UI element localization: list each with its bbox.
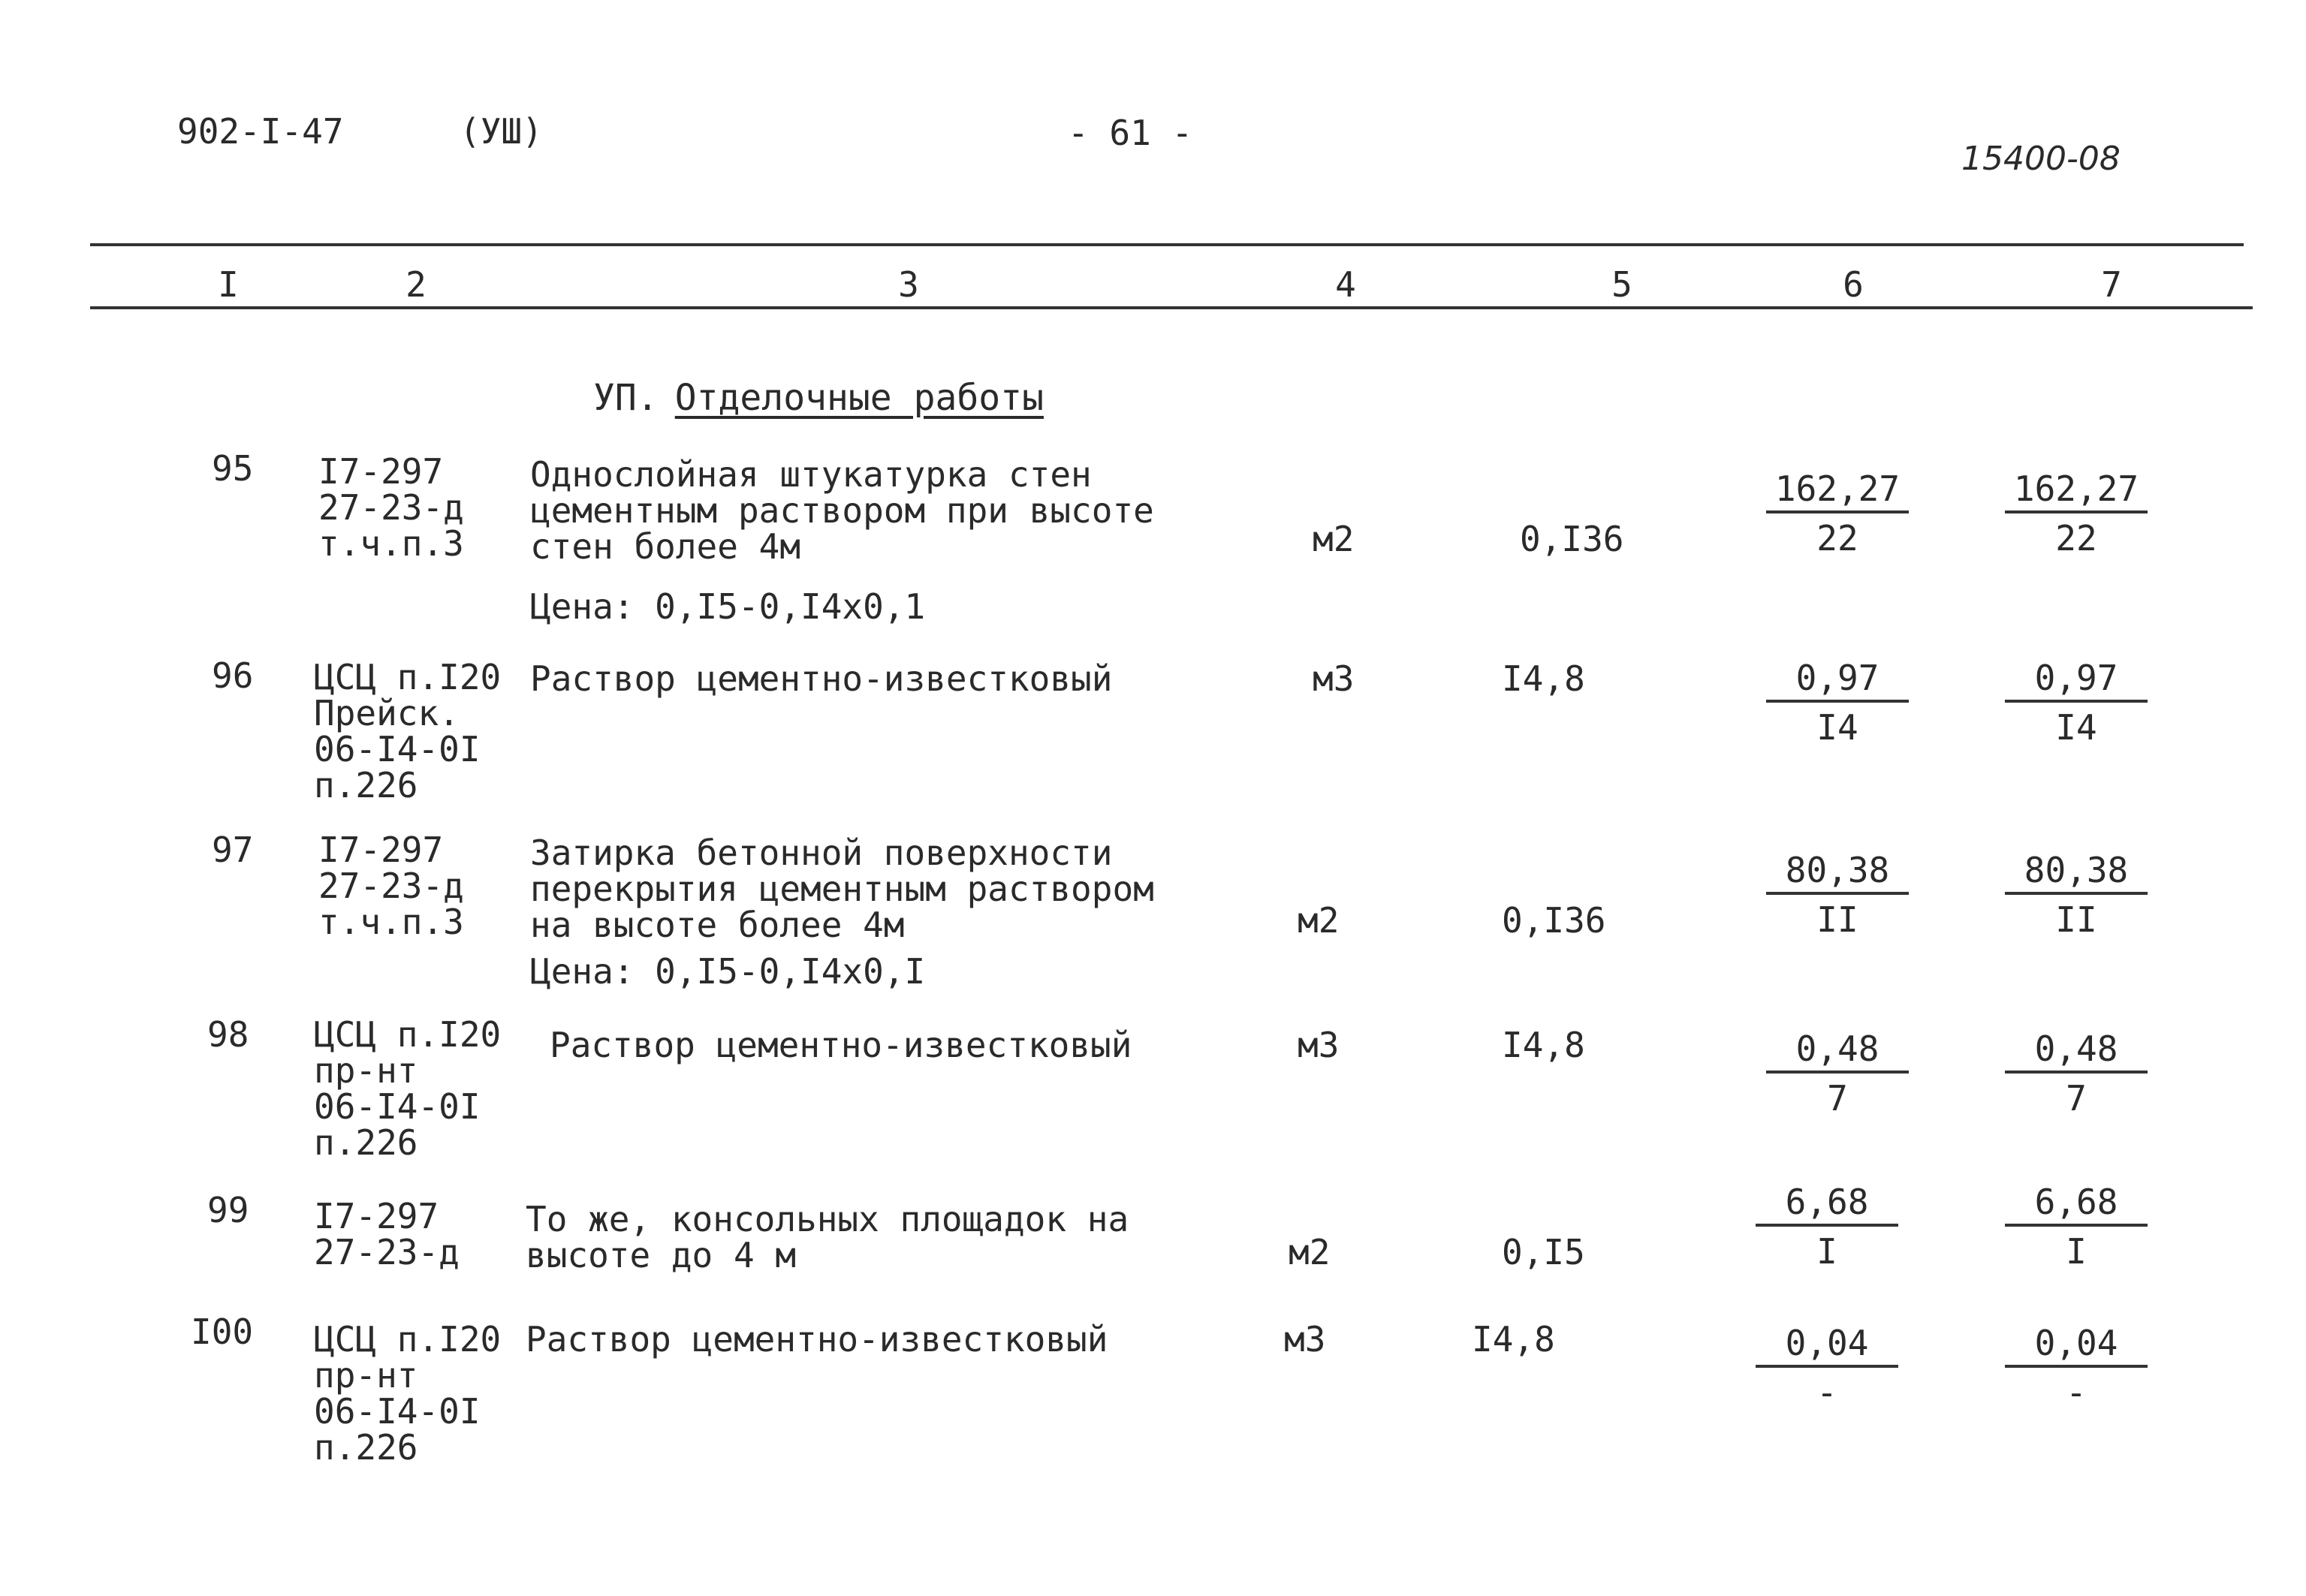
section-title [593, 377, 1044, 419]
work-description [550, 1027, 1132, 1063]
numerator: 80,38 [1766, 853, 1909, 895]
row-number: I00 [191, 1311, 254, 1352]
quantity: 0,I5 [1502, 1232, 1585, 1272]
denominator: II [2055, 899, 2097, 940]
norm-code [318, 453, 464, 562]
work-description [530, 835, 1154, 943]
section-name: Отделочные работы [674, 377, 1044, 419]
norm-code-line: 06-I4-0I [314, 1086, 481, 1127]
quantity: I4,8 [1502, 658, 1585, 699]
description-line: стен более 4м [530, 526, 801, 567]
norm-code-line: ЦСЦ п.I20 [314, 1319, 502, 1360]
numerator: 162,27 [2005, 471, 2148, 513]
norm-code-line: пр-нт [314, 1355, 418, 1396]
table-header-rule [90, 306, 2253, 309]
column-number-4: 4 [1335, 264, 1356, 305]
denominator: 22 [1816, 518, 1858, 559]
norm-code-line: 27-23-д [318, 866, 464, 906]
norm-code-line: пр-нт [314, 1050, 418, 1091]
norm-code-line: 27-23-д [314, 1232, 460, 1272]
unit: м3 [1298, 1025, 1340, 1065]
work-description [526, 1201, 1129, 1273]
numerator: 6,68 [2005, 1185, 2148, 1227]
denominator: I4 [2055, 707, 2097, 748]
description-line: Раствор цементно-известковый [550, 1025, 1132, 1065]
norm-code-line: 06-I4-0I [314, 729, 481, 769]
quantity: I4,8 [1502, 1025, 1585, 1065]
numerator: 0,97 [1766, 661, 1909, 703]
unit: м2 [1313, 519, 1355, 559]
norm-code [318, 832, 464, 940]
document-code: 902-I-47 [177, 111, 344, 152]
numerator: 6,68 [1756, 1185, 1898, 1227]
norm-code-line: 06-I4-0I [314, 1391, 481, 1432]
column-number-1: I [218, 264, 239, 305]
column-7-value [2005, 468, 2148, 559]
row-number: 99 [207, 1190, 249, 1230]
norm-code-line: I7-297 [314, 1196, 439, 1236]
unit: м3 [1313, 658, 1355, 699]
norm-code-line: I7-297 [318, 451, 444, 492]
numerator: 0,04 [2005, 1326, 2148, 1368]
numerator: 162,27 [1766, 471, 1909, 513]
description-line: высоте до 4 м [526, 1235, 797, 1275]
denominator: 22 [2055, 518, 2097, 559]
column-7-value [2005, 850, 2148, 940]
norm-code-line: ЦСЦ п.I20 [314, 1014, 502, 1055]
quantity: 0,I36 [1520, 519, 1624, 559]
description-line: на высоте более 4м [530, 905, 905, 945]
norm-code-line: ЦСЦ п.I20 [314, 657, 502, 697]
column-6-value [1766, 658, 1909, 748]
reference-number: 15400-08 [1961, 140, 2121, 178]
norm-code-line: п.226 [314, 1427, 418, 1468]
price-note: Цена: 0,I5-0,I4x0,I [530, 951, 926, 992]
column-number-3: 3 [898, 264, 919, 305]
section-roman: УП. [593, 377, 659, 419]
quantity: 0,I36 [1502, 900, 1606, 941]
column-6-value [1756, 1323, 1898, 1413]
norm-code-line: п.226 [314, 765, 418, 806]
denominator: - [1816, 1372, 1837, 1413]
description-line: Раствор цементно-известковый [530, 658, 1113, 699]
description-line: Раствор цементно-известковый [526, 1319, 1108, 1360]
numerator: 0,97 [2005, 661, 2148, 703]
norm-code-line: т.ч.п.3 [318, 523, 464, 564]
denominator: I [2066, 1231, 2087, 1272]
unit: м2 [1289, 1232, 1331, 1272]
description-line: Однослойная штукатурка стен [530, 454, 1092, 495]
denominator: 7 [2066, 1078, 2087, 1119]
norm-code-line: I7-297 [318, 830, 444, 870]
row-number: 95 [212, 448, 254, 489]
column-7-value [2005, 1182, 2148, 1272]
page-number: - 61 - [1068, 113, 1193, 153]
description-line: Затирка бетонной поверхности [530, 833, 1113, 873]
quantity: I4,8 [1472, 1319, 1555, 1360]
work-description [530, 456, 1154, 565]
norm-code [314, 657, 502, 806]
column-6-value [1766, 850, 1909, 940]
volume-label: (УШ) [460, 111, 543, 152]
norm-code-line: т.ч.п.3 [318, 902, 464, 942]
table-top-rule [90, 243, 2244, 246]
description-line: цементным раствором при высоте [530, 490, 1154, 531]
column-7-value [2005, 1028, 2148, 1119]
column-6-value [1766, 468, 1909, 559]
denominator: II [1816, 899, 1858, 940]
numerator: 0,04 [1756, 1326, 1898, 1368]
unit: м2 [1298, 900, 1340, 941]
norm-code [314, 1016, 501, 1161]
denominator: 7 [1827, 1078, 1848, 1119]
norm-code-line: Прейск. [314, 693, 460, 733]
denominator: I [1816, 1231, 1837, 1272]
norm-code [314, 1319, 502, 1468]
unit: м3 [1284, 1319, 1326, 1360]
row-number: 96 [212, 655, 254, 696]
column-number-2: 2 [405, 264, 427, 305]
norm-code-line: 27-23-д [318, 487, 464, 528]
column-number-6: 6 [1843, 264, 1864, 305]
column-7-value [2005, 1323, 2148, 1413]
row-number: 98 [207, 1014, 249, 1055]
column-6-value [1756, 1182, 1898, 1272]
work-description [530, 658, 1113, 699]
numerator: 0,48 [1766, 1031, 1909, 1074]
price-note: Цена: 0,I5-0,I4x0,1 [530, 586, 926, 627]
denominator: - [2066, 1372, 2087, 1413]
norm-code [314, 1198, 460, 1270]
column-number-5: 5 [1611, 264, 1632, 305]
column-7-value [2005, 658, 2148, 748]
column-6-value [1766, 1028, 1909, 1119]
description-line: перекрытия цементным раствором [530, 869, 1154, 909]
description-line: То же, консольных площадок на [526, 1199, 1129, 1239]
work-description [526, 1319, 1108, 1360]
column-number-7: 7 [2101, 264, 2122, 305]
row-number: 97 [212, 830, 254, 870]
numerator: 80,38 [2005, 853, 2148, 895]
denominator: I4 [1816, 707, 1858, 748]
norm-code-line: п.226 [314, 1122, 418, 1163]
numerator: 0,48 [2005, 1031, 2148, 1074]
